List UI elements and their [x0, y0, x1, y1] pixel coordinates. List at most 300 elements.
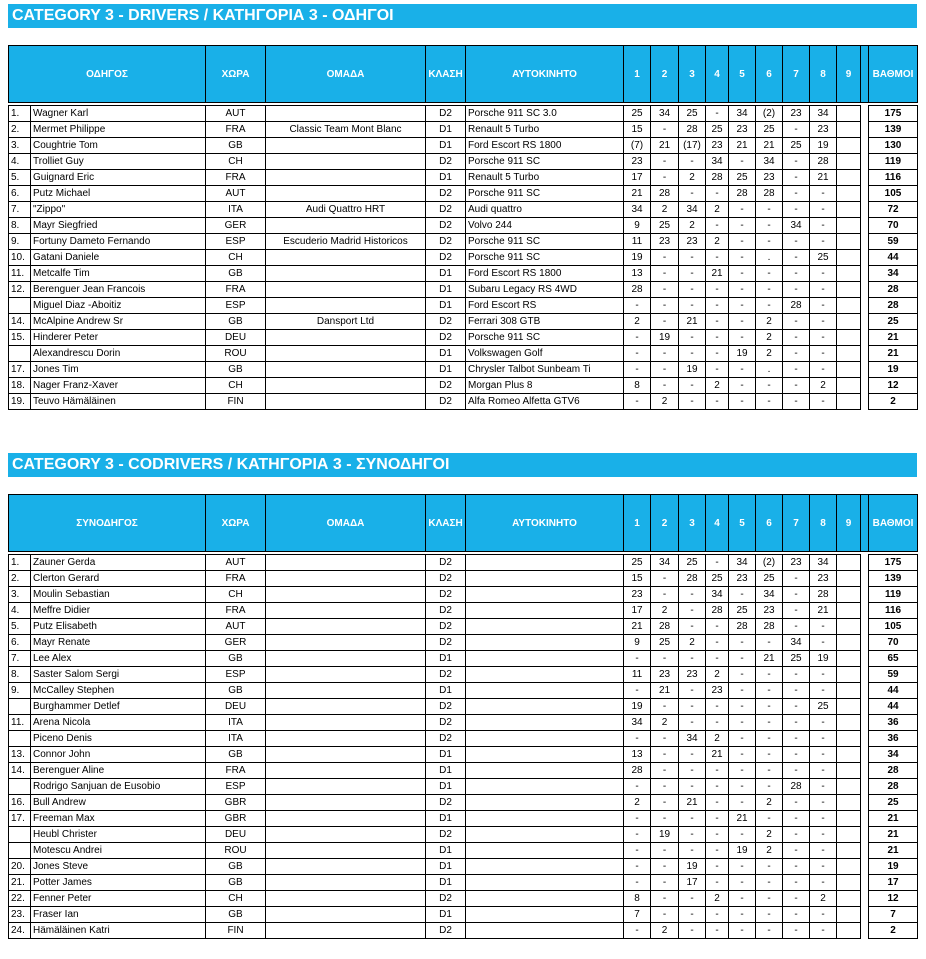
round-9-cell — [837, 138, 861, 154]
round-2-cell: - — [651, 587, 679, 603]
round-8-cell: 2 — [810, 378, 837, 394]
gap-cell — [861, 250, 869, 266]
position-cell: 4. — [9, 154, 31, 170]
round-3-cell: - — [679, 154, 706, 170]
round-5-cell: 25 — [729, 603, 756, 619]
round-2-cell: - — [651, 859, 679, 875]
round-7-cell: - — [783, 827, 810, 843]
class-cell: D1 — [426, 346, 466, 362]
round-1-cell: - — [624, 811, 651, 827]
table-row — [9, 699, 918, 715]
codrivers-header-r5: 5 — [729, 495, 756, 552]
round-2-cell: - — [651, 378, 679, 394]
gap-cell — [861, 891, 869, 907]
round-1-cell: - — [624, 859, 651, 875]
points-cell: 175 — [869, 555, 918, 571]
table-row — [9, 250, 918, 266]
round-3-cell: - — [679, 779, 706, 795]
round-6-cell: - — [756, 298, 783, 314]
round-8-cell: 21 — [810, 170, 837, 186]
drivers-header-r4: 4 — [706, 46, 729, 103]
round-2-cell: 19 — [651, 330, 679, 346]
country-cell: AUT — [206, 555, 266, 571]
round-4-cell: - — [706, 923, 729, 939]
round-9-cell — [837, 250, 861, 266]
round-8-cell: - — [810, 234, 837, 250]
round-4-cell: - — [706, 875, 729, 891]
round-4-cell: - — [706, 298, 729, 314]
round-3-cell: - — [679, 603, 706, 619]
round-7-cell: - — [783, 362, 810, 378]
position-cell: 9. — [9, 683, 31, 699]
name-cell: "Zippo" — [31, 202, 206, 218]
round-6-cell: - — [756, 715, 783, 731]
round-6-cell: - — [756, 699, 783, 715]
table-row — [9, 843, 918, 859]
round-5-cell: - — [729, 154, 756, 170]
class-cell: D2 — [426, 154, 466, 170]
car-cell — [466, 619, 624, 635]
table-row — [9, 266, 918, 282]
points-cell: 25 — [869, 314, 918, 330]
round-1-cell: 9 — [624, 635, 651, 651]
gap-cell — [861, 202, 869, 218]
round-9-cell — [837, 106, 861, 122]
car-cell: Ferrari 308 GTB — [466, 314, 624, 330]
round-1-cell: - — [624, 683, 651, 699]
car-cell: Porsche 911 SC — [466, 250, 624, 266]
gap-cell — [861, 266, 869, 282]
codrivers-body — [9, 552, 918, 939]
round-9-cell — [837, 779, 861, 795]
round-1-cell: 8 — [624, 891, 651, 907]
name-cell: Motescu Andrei — [31, 843, 206, 859]
team-cell — [266, 170, 426, 186]
round-7-cell: - — [783, 763, 810, 779]
class-cell: D1 — [426, 362, 466, 378]
round-5-cell: 25 — [729, 170, 756, 186]
car-cell: Porsche 911 SC 3.0 — [466, 106, 624, 122]
round-3-cell: 21 — [679, 314, 706, 330]
round-1-cell: 23 — [624, 154, 651, 170]
round-7-cell: - — [783, 122, 810, 138]
points-cell: 44 — [869, 683, 918, 699]
round-9-cell — [837, 394, 861, 410]
table-row — [9, 555, 918, 571]
round-4-cell: - — [706, 699, 729, 715]
round-2-cell: - — [651, 651, 679, 667]
round-9-cell — [837, 298, 861, 314]
round-2-cell: - — [651, 170, 679, 186]
round-6-cell: - — [756, 875, 783, 891]
name-cell: Alexandrescu Dorin — [31, 346, 206, 362]
round-6-cell: - — [756, 202, 783, 218]
round-7-cell: 25 — [783, 138, 810, 154]
points-cell: 44 — [869, 699, 918, 715]
points-cell: 119 — [869, 154, 918, 170]
round-1-cell: 19 — [624, 699, 651, 715]
name-cell: Coughtrie Tom — [31, 138, 206, 154]
team-cell — [266, 907, 426, 923]
round-1-cell: 15 — [624, 571, 651, 587]
points-cell: 130 — [869, 138, 918, 154]
name-cell: Teuvo Hämäläinen — [31, 394, 206, 410]
team-cell — [266, 779, 426, 795]
points-cell: 12 — [869, 378, 918, 394]
car-cell — [466, 683, 624, 699]
table-row — [9, 923, 918, 939]
round-8-cell: 19 — [810, 138, 837, 154]
class-cell: D1 — [426, 875, 466, 891]
country-cell: FRA — [206, 763, 266, 779]
round-5-cell: - — [729, 218, 756, 234]
round-4-cell: - — [706, 394, 729, 410]
round-8-cell: - — [810, 747, 837, 763]
round-5-cell: - — [729, 795, 756, 811]
gap-cell — [861, 234, 869, 250]
class-cell: D2 — [426, 635, 466, 651]
round-7-cell: - — [783, 234, 810, 250]
round-9-cell — [837, 715, 861, 731]
team-cell — [266, 619, 426, 635]
name-cell: McAlpine Andrew Sr — [31, 314, 206, 330]
name-cell: Trolliet Guy — [31, 154, 206, 170]
round-3-cell: 34 — [679, 202, 706, 218]
name-cell: Metcalfe Tim — [31, 266, 206, 282]
round-3-cell: - — [679, 891, 706, 907]
class-cell: D2 — [426, 394, 466, 410]
round-2-cell: 21 — [651, 138, 679, 154]
country-cell: DEU — [206, 827, 266, 843]
round-3-cell: - — [679, 330, 706, 346]
gap-cell — [861, 314, 869, 330]
round-2-cell: - — [651, 346, 679, 362]
points-cell: 139 — [869, 571, 918, 587]
round-6-cell: - — [756, 282, 783, 298]
round-5-cell: - — [729, 314, 756, 330]
round-4-cell: 23 — [706, 683, 729, 699]
round-3-cell: - — [679, 763, 706, 779]
class-cell: D2 — [426, 234, 466, 250]
name-cell: Potter James — [31, 875, 206, 891]
car-cell: Porsche 911 SC — [466, 186, 624, 202]
name-cell: Jones Steve — [31, 859, 206, 875]
name-cell: Zauner Gerda — [31, 555, 206, 571]
points-cell: 17 — [869, 875, 918, 891]
class-cell: D2 — [426, 250, 466, 266]
car-cell: Chrysler Talbot Sunbeam Ti — [466, 362, 624, 378]
class-cell: D2 — [426, 186, 466, 202]
car-cell — [466, 715, 624, 731]
round-8-cell: - — [810, 795, 837, 811]
round-2-cell: - — [651, 891, 679, 907]
team-cell — [266, 378, 426, 394]
team-cell: Audi Quattro HRT — [266, 202, 426, 218]
class-cell: D2 — [426, 202, 466, 218]
table-row — [9, 827, 918, 843]
drivers-header-r5: 5 — [729, 46, 756, 103]
round-7-cell: - — [783, 282, 810, 298]
round-3-cell: 2 — [679, 218, 706, 234]
table-row — [9, 795, 918, 811]
class-cell: D2 — [426, 731, 466, 747]
round-4-cell: 2 — [706, 378, 729, 394]
round-1-cell: 2 — [624, 795, 651, 811]
round-9-cell — [837, 843, 861, 859]
points-cell: 70 — [869, 218, 918, 234]
team-cell — [266, 362, 426, 378]
gap-cell — [861, 907, 869, 923]
round-3-cell: - — [679, 619, 706, 635]
round-5-cell: - — [729, 330, 756, 346]
round-1-cell: (7) — [624, 138, 651, 154]
points-cell: 72 — [869, 202, 918, 218]
round-6-cell: 28 — [756, 186, 783, 202]
round-5-cell: - — [729, 715, 756, 731]
round-8-cell: - — [810, 202, 837, 218]
team-cell — [266, 843, 426, 859]
points-cell: 21 — [869, 330, 918, 346]
points-cell: 175 — [869, 106, 918, 122]
round-6-cell: . — [756, 362, 783, 378]
round-2-cell: 34 — [651, 106, 679, 122]
round-8-cell: - — [810, 362, 837, 378]
name-cell: Mermet Philippe — [31, 122, 206, 138]
car-cell — [466, 587, 624, 603]
round-8-cell: - — [810, 298, 837, 314]
team-cell — [266, 827, 426, 843]
country-cell: GB — [206, 651, 266, 667]
round-7-cell: - — [783, 202, 810, 218]
team-cell — [266, 555, 426, 571]
name-cell: Freeman Max — [31, 811, 206, 827]
class-cell: D1 — [426, 763, 466, 779]
country-cell: ESP — [206, 667, 266, 683]
country-cell: ROU — [206, 346, 266, 362]
drivers-standings-table — [8, 45, 918, 410]
country-cell: AUT — [206, 106, 266, 122]
country-cell: FRA — [206, 170, 266, 186]
position-cell: 1. — [9, 106, 31, 122]
round-8-cell: 2 — [810, 891, 837, 907]
round-6-cell: 25 — [756, 122, 783, 138]
table-row — [9, 106, 918, 122]
name-cell: Miguel Diaz -Aboitiz — [31, 298, 206, 314]
drivers-body — [9, 103, 918, 410]
round-4-cell: 28 — [706, 170, 729, 186]
round-3-cell: - — [679, 346, 706, 362]
round-9-cell — [837, 683, 861, 699]
round-5-cell: - — [729, 250, 756, 266]
points-cell: 19 — [869, 859, 918, 875]
drivers-header-r9: 9 — [837, 46, 861, 103]
round-1-cell: 28 — [624, 763, 651, 779]
team-cell — [266, 667, 426, 683]
team-cell — [266, 394, 426, 410]
round-6-cell: - — [756, 378, 783, 394]
car-cell: Audi quattro — [466, 202, 624, 218]
round-8-cell: - — [810, 218, 837, 234]
class-cell: D1 — [426, 859, 466, 875]
round-7-cell: - — [783, 314, 810, 330]
team-cell — [266, 811, 426, 827]
name-cell: Putz Elisabeth — [31, 619, 206, 635]
class-cell: D2 — [426, 330, 466, 346]
name-cell: Fraser Ian — [31, 907, 206, 923]
round-8-cell: - — [810, 875, 837, 891]
round-9-cell — [837, 378, 861, 394]
round-9-cell — [837, 154, 861, 170]
codrivers-header-class: ΚΛΑΣΗ — [426, 495, 466, 552]
round-4-cell: - — [706, 250, 729, 266]
round-2-cell: - — [651, 907, 679, 923]
table-row — [9, 346, 918, 362]
table-row — [9, 891, 918, 907]
codrivers-header-r9: 9 — [837, 495, 861, 552]
table-row — [9, 186, 918, 202]
round-1-cell: 19 — [624, 250, 651, 266]
round-9-cell — [837, 875, 861, 891]
gap-cell — [861, 346, 869, 362]
car-cell — [466, 571, 624, 587]
round-9-cell — [837, 651, 861, 667]
table-row — [9, 282, 918, 298]
round-8-cell: - — [810, 619, 837, 635]
round-3-cell: - — [679, 811, 706, 827]
round-5-cell: 21 — [729, 138, 756, 154]
round-2-cell: 28 — [651, 186, 679, 202]
round-9-cell — [837, 122, 861, 138]
round-6-cell: - — [756, 266, 783, 282]
round-7-cell: 28 — [783, 779, 810, 795]
country-cell: FIN — [206, 923, 266, 939]
points-cell: 34 — [869, 747, 918, 763]
name-cell: Bull Andrew — [31, 795, 206, 811]
round-8-cell: - — [810, 635, 837, 651]
gap-cell — [861, 603, 869, 619]
round-4-cell: - — [706, 779, 729, 795]
round-1-cell: 17 — [624, 603, 651, 619]
class-cell: D1 — [426, 138, 466, 154]
round-2-cell: - — [651, 795, 679, 811]
round-9-cell — [837, 186, 861, 202]
round-3-cell: 17 — [679, 875, 706, 891]
points-cell: 36 — [869, 715, 918, 731]
class-cell: D2 — [426, 378, 466, 394]
round-3-cell: 2 — [679, 170, 706, 186]
round-4-cell: - — [706, 859, 729, 875]
points-cell: 116 — [869, 603, 918, 619]
position-cell: 24. — [9, 923, 31, 939]
position-cell: 3. — [9, 587, 31, 603]
round-4-cell: 28 — [706, 603, 729, 619]
country-cell: GBR — [206, 811, 266, 827]
round-4-cell: - — [706, 314, 729, 330]
round-3-cell: 28 — [679, 122, 706, 138]
position-cell: 13. — [9, 747, 31, 763]
round-3-cell: - — [679, 699, 706, 715]
gap-cell — [861, 106, 869, 122]
position-cell: 17. — [9, 811, 31, 827]
codrivers-section-title: CATEGORY 3 - CODRIVERS / ΚΑΤΗΓΟΡΙΑ 3 - ΣΥΝΟΔΗΓΟΙ — [8, 453, 917, 477]
round-4-cell: - — [706, 330, 729, 346]
gap-cell — [861, 667, 869, 683]
country-cell: DEU — [206, 330, 266, 346]
team-cell: Escuderio Madrid Historicos — [266, 234, 426, 250]
country-cell: FIN — [206, 394, 266, 410]
table-row — [9, 859, 918, 875]
round-4-cell: - — [706, 619, 729, 635]
position-cell: 2. — [9, 571, 31, 587]
round-9-cell — [837, 635, 861, 651]
codrivers-header-r1: 1 — [624, 495, 651, 552]
round-4-cell: 2 — [706, 202, 729, 218]
round-9-cell — [837, 571, 861, 587]
gap-cell — [861, 186, 869, 202]
round-3-cell: 28 — [679, 571, 706, 587]
round-8-cell: - — [810, 811, 837, 827]
round-2-cell: - — [651, 282, 679, 298]
name-cell: Wagner Karl — [31, 106, 206, 122]
class-cell: D2 — [426, 619, 466, 635]
round-1-cell: 15 — [624, 122, 651, 138]
round-7-cell: 23 — [783, 555, 810, 571]
round-7-cell: - — [783, 667, 810, 683]
round-5-cell: 28 — [729, 619, 756, 635]
team-cell — [266, 587, 426, 603]
round-1-cell: - — [624, 827, 651, 843]
round-6-cell: 2 — [756, 330, 783, 346]
round-1-cell: 11 — [624, 667, 651, 683]
points-cell: 21 — [869, 811, 918, 827]
round-9-cell — [837, 891, 861, 907]
round-9-cell — [837, 699, 861, 715]
round-2-cell: 34 — [651, 555, 679, 571]
round-8-cell: - — [810, 266, 837, 282]
round-8-cell: 34 — [810, 555, 837, 571]
country-cell: GB — [206, 266, 266, 282]
points-cell: 7 — [869, 907, 918, 923]
codrivers-standings-table — [8, 494, 918, 939]
table-row — [9, 731, 918, 747]
round-8-cell: 25 — [810, 699, 837, 715]
round-6-cell: 2 — [756, 346, 783, 362]
table-row — [9, 587, 918, 603]
round-1-cell: 13 — [624, 747, 651, 763]
position-cell: 3. — [9, 138, 31, 154]
name-cell: Meffre Didier — [31, 603, 206, 619]
round-7-cell: 34 — [783, 635, 810, 651]
round-2-cell: - — [651, 250, 679, 266]
car-cell — [466, 891, 624, 907]
name-cell: McCalley Stephen — [31, 683, 206, 699]
round-2-cell: 2 — [651, 202, 679, 218]
position-cell: 8. — [9, 218, 31, 234]
round-8-cell: - — [810, 314, 837, 330]
country-cell: CH — [206, 891, 266, 907]
round-6-cell: - — [756, 747, 783, 763]
gap-cell — [861, 875, 869, 891]
round-7-cell: - — [783, 186, 810, 202]
round-2-cell: 25 — [651, 218, 679, 234]
team-cell — [266, 635, 426, 651]
country-cell: FRA — [206, 603, 266, 619]
team-cell — [266, 731, 426, 747]
team-cell — [266, 795, 426, 811]
position-cell: 12. — [9, 282, 31, 298]
table-row — [9, 218, 918, 234]
round-1-cell: 7 — [624, 907, 651, 923]
